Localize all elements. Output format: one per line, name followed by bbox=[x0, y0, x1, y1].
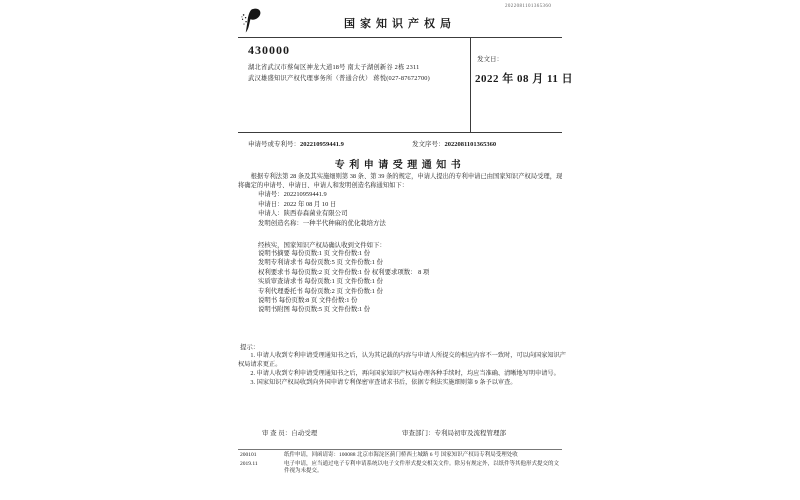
field-row bbox=[258, 219, 386, 229]
note-item: 2. 申请人收到专利申请受理通知书之后，再向国家知识产权局办理各种手续时，均应当准确、清晰地写明申请号。 bbox=[250, 370, 560, 377]
footer-row bbox=[240, 461, 564, 476]
serial-number-label: 发文序号： bbox=[412, 141, 445, 148]
received-title: 经核实，国家知识产权局确认收到文件如下： bbox=[258, 242, 386, 249]
application-number: 202210959441.9 bbox=[300, 141, 344, 148]
application-number-label: 申请号或专利号： bbox=[248, 141, 300, 148]
serial-number-row bbox=[412, 139, 496, 148]
footer-code: 200101 bbox=[240, 452, 257, 458]
examiner-label: 审 查 员： bbox=[262, 430, 292, 437]
field-label: 申请号： bbox=[258, 191, 284, 198]
field-value: 一种半代种麻的优化栽培方法 bbox=[302, 219, 386, 227]
intro-paragraph: 根据专利法第 28 条及其实施细则第 38 条、第 39 条的规定，申请人提出的专利申请已由国家知识产权局受理，现将确定的申请号、申请日、申请人和发明创造名称通知如下： bbox=[238, 173, 563, 190]
recipient-address-line1: 湖北省武汉市蔡甸区神龙大道18号 南太子湖创新谷 2栋 2311 bbox=[248, 64, 420, 71]
note-item: 1. 申请人收到专利申请受理通知书之后，认为其记载的内容与申请人所提交的相应内容不一致时，可以向国家知识产权局请求更正。 bbox=[238, 352, 566, 368]
received-doc-item: 权利要求书 每份页数:2 页 文件份数:1 份 权利要求项数： 8 项 bbox=[258, 268, 430, 276]
issue-date: 2022 年 08 月 11 日 bbox=[475, 73, 574, 85]
received-doc-item: 实质审查请求书 每份页数:1 页 文件份数:1 份 bbox=[258, 278, 383, 286]
header-divider bbox=[470, 38, 471, 133]
field-row bbox=[258, 200, 386, 210]
department-row bbox=[402, 428, 506, 437]
footer-row bbox=[240, 452, 564, 460]
footer-block bbox=[240, 452, 564, 476]
field-value: 陕西春森菌业有限公司 bbox=[283, 210, 348, 218]
received-documents-list bbox=[258, 249, 429, 315]
examiner-value: 自动受理 bbox=[291, 430, 318, 437]
field-value: 2022 年 08 月 10 日 bbox=[283, 200, 337, 208]
field-label: 申请人： bbox=[258, 210, 284, 218]
field-row bbox=[258, 190, 386, 200]
received-doc-item: 说明书 每份页数:8 页 文件份数:1 份 bbox=[258, 297, 358, 305]
serial-number: 2022081101365360 bbox=[444, 141, 497, 148]
recipient-address-line2: 武汉雄盛知识产权代理事务所（普通合伙） 蒋悦(027-87672700) bbox=[248, 74, 430, 82]
fields-block bbox=[258, 190, 386, 228]
received-doc-item: 说明书附图 每份页数:5 页 文件份数:1 份 bbox=[258, 306, 371, 314]
field-label: 申请日： bbox=[258, 200, 284, 208]
note-item: 3. 国家知识产权局收到向外国申请专利保密审查请求书后，依据专利法实施细则第 9 条予以审查。 bbox=[250, 379, 517, 386]
postcode: 430000 bbox=[248, 43, 290, 57]
notes-title: 提示： bbox=[240, 344, 260, 351]
department-value: 专利局初审及流程管理部 bbox=[434, 430, 506, 437]
notice-title: 专利申请受理通知书 bbox=[334, 160, 466, 171]
field-value: 202210959441.9 bbox=[283, 191, 327, 198]
field-label: 发明创造名称： bbox=[258, 219, 303, 227]
top-serial-code: 2022081101365360 bbox=[505, 4, 552, 9]
footer-text: 电子申请，应当通过电子专利申请系统以电子文件形式提交相关文件。除另有规定外，以纸件等其他形式提交的文件视为未提交。 bbox=[284, 460, 560, 474]
issue-date-label: 发文日： bbox=[477, 56, 503, 63]
footer-text: 纸件申请，回函请寄：100088 北京市海淀区蓟门桥西土城路 6 号 国家知识产权局专利局受理处收 bbox=[284, 452, 518, 458]
header-rule bbox=[238, 37, 562, 38]
department-label: 审查部门： bbox=[402, 430, 435, 437]
footer-rule bbox=[238, 449, 562, 450]
agency-title: 国家知识产权局 bbox=[344, 18, 456, 30]
meta-rule bbox=[238, 132, 562, 133]
application-number-row bbox=[248, 139, 344, 148]
received-doc-item: 专利代理委托书 每份页数:2 页 文件份数:1 份 bbox=[258, 287, 383, 295]
received-doc-item: 说明书摘要 每份页数:1 页 文件份数:1 份 bbox=[258, 250, 371, 257]
examiner-row bbox=[262, 428, 317, 437]
received-doc-item: 发明专利请求书 每份页数:5 页 文件份数:1 份 bbox=[258, 259, 383, 267]
notes-block bbox=[238, 351, 566, 387]
field-row bbox=[258, 209, 386, 219]
footer-code: 2019.11 bbox=[240, 460, 258, 467]
